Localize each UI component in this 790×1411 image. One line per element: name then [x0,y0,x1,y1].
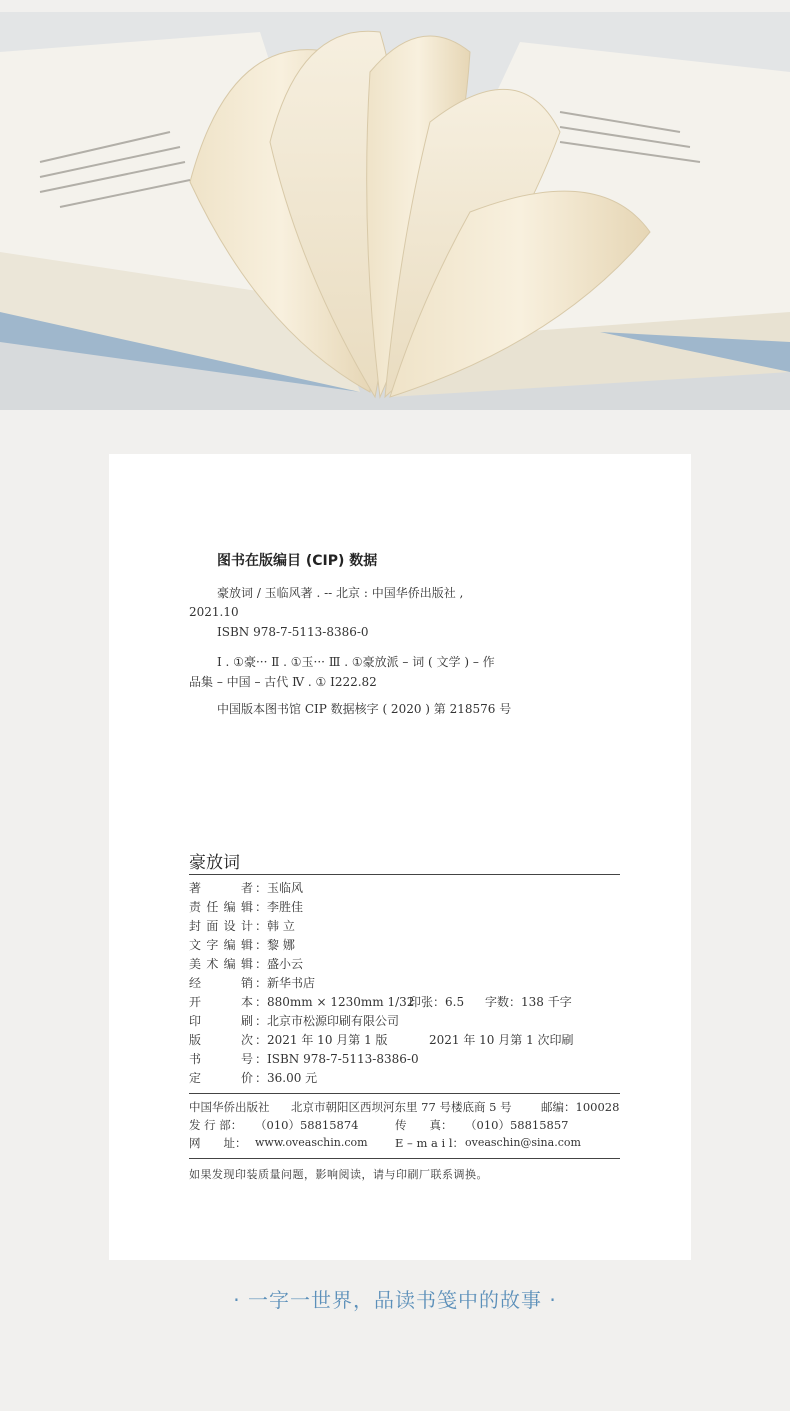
credit-row: 责任编辑 ：李胜佳 [189,900,304,914]
credit-value: 2021 年 10 月第 1 版 [267,1033,388,1047]
credit-row: 文字编辑 ：黎 娜 [189,938,295,952]
cip-line: 2021.10 [189,605,239,619]
credit-extra: 印张：6.5 [409,995,465,1009]
credit-value: 玉临风 [267,881,304,895]
credit-row: 印刷 ：北京市松源印刷有限公司 [189,1014,400,1028]
cip-line: Ⅰ . ①豪··· Ⅱ . ①玉··· Ⅲ . ①豪放派 – 词 ( 文学 ) – 作 [217,655,495,669]
credit-label: 版次 [189,1033,253,1047]
sales-phone: （010）58815874 [255,1118,359,1132]
credit-value: 韩 立 [267,919,295,933]
credit-value: 黎 娜 [267,938,295,952]
credit-row: 著者 ：玉临风 [189,881,304,895]
credit-value: ISBN 978-7-5113-8386-0 [267,1052,419,1066]
fax-number: （010）58815857 [465,1118,569,1132]
credit-label: 责任编辑 [189,900,253,914]
book-photo [0,12,790,410]
publisher-postcode: 邮编：100028 [541,1100,620,1114]
credit-label: 印刷 [189,1014,253,1028]
credit-value: 新华书店 [267,976,316,990]
publisher-address: 北京市朝阳区西坝河东里 77 号楼底商 5 号 [291,1100,512,1114]
credit-row: 书号 ：ISBN 978-7-5113-8386-0 [189,1052,419,1066]
credit-row: 经销 ：新华书店 [189,976,316,990]
divider [189,1158,620,1159]
cip-line: ISBN 978-7-5113-8386-0 [217,625,369,639]
credit-value: 880mm × 1230mm 1/32 [267,995,415,1009]
cip-line: 中国版本图书馆 CIP 数据核字 ( 2020 ) 第 218576 号 [217,702,512,716]
credit-value: 李胜佳 [267,900,304,914]
web-link[interactable]: www.oveaschin.com [255,1136,368,1149]
email-link[interactable]: oveaschin@sina.com [465,1136,581,1149]
cip-heading: 图书在版编目 (CIP) 数据 [217,553,378,569]
quality-notice: 如果发现印装质量问题，影响阅读，请与印刷厂联系调换。 [189,1168,488,1181]
email-label: E – m a i l： [395,1136,465,1150]
cip-line: 品集 – 中国 – 古代 Ⅳ . ① I222.82 [189,675,377,689]
slogan: · 一字一世界，品读书笺中的故事 · [233,1288,557,1312]
credit-row: 开本 ：880mm × 1230mm 1/32 印张：6.5 字数：138 千字 [189,995,572,1009]
credit-label: 开本 [189,995,253,1009]
credit-label: 书号 [189,1052,253,1066]
credit-extra: 2021 年 10 月第 1 次印刷 [429,1033,574,1047]
credit-label: 文字编辑 [189,938,253,952]
sales-label: 发 行 部： [189,1118,243,1132]
credit-label: 封面设计 [189,919,253,933]
divider [189,1093,620,1094]
credit-row: 美术编辑 ：盛小云 [189,957,304,971]
credit-label: 定价 [189,1071,253,1085]
cip-line: 豪放词 / 玉临风著 . -- 北京 : 中国华侨出版社 , [217,586,464,600]
credit-value: 36.00 元 [267,1071,318,1085]
credit-label: 经销 [189,976,253,990]
credit-label: 著者 [189,881,253,895]
fax-label: 传 真： [395,1118,453,1132]
credit-value: 盛小云 [267,957,304,971]
credit-extra: 字数：138 千字 [485,995,572,1009]
divider [189,874,620,875]
credit-value: 北京市松源印刷有限公司 [267,1014,400,1028]
credit-row: 版次 ：2021 年 10 月第 1 版 2021 年 10 月第 1 次印刷 [189,1033,574,1047]
cip-card [109,454,691,1260]
web-label: 网 址： [189,1136,247,1150]
publisher-name: 中国华侨出版社 [189,1100,270,1114]
credit-row: 封面设计 ：韩 立 [189,919,295,933]
credit-row: 定价 ：36.00 元 [189,1071,318,1085]
book-title: 豪放词 [189,853,240,873]
credit-label: 美术编辑 [189,957,253,971]
open-book-illustration [0,12,790,410]
